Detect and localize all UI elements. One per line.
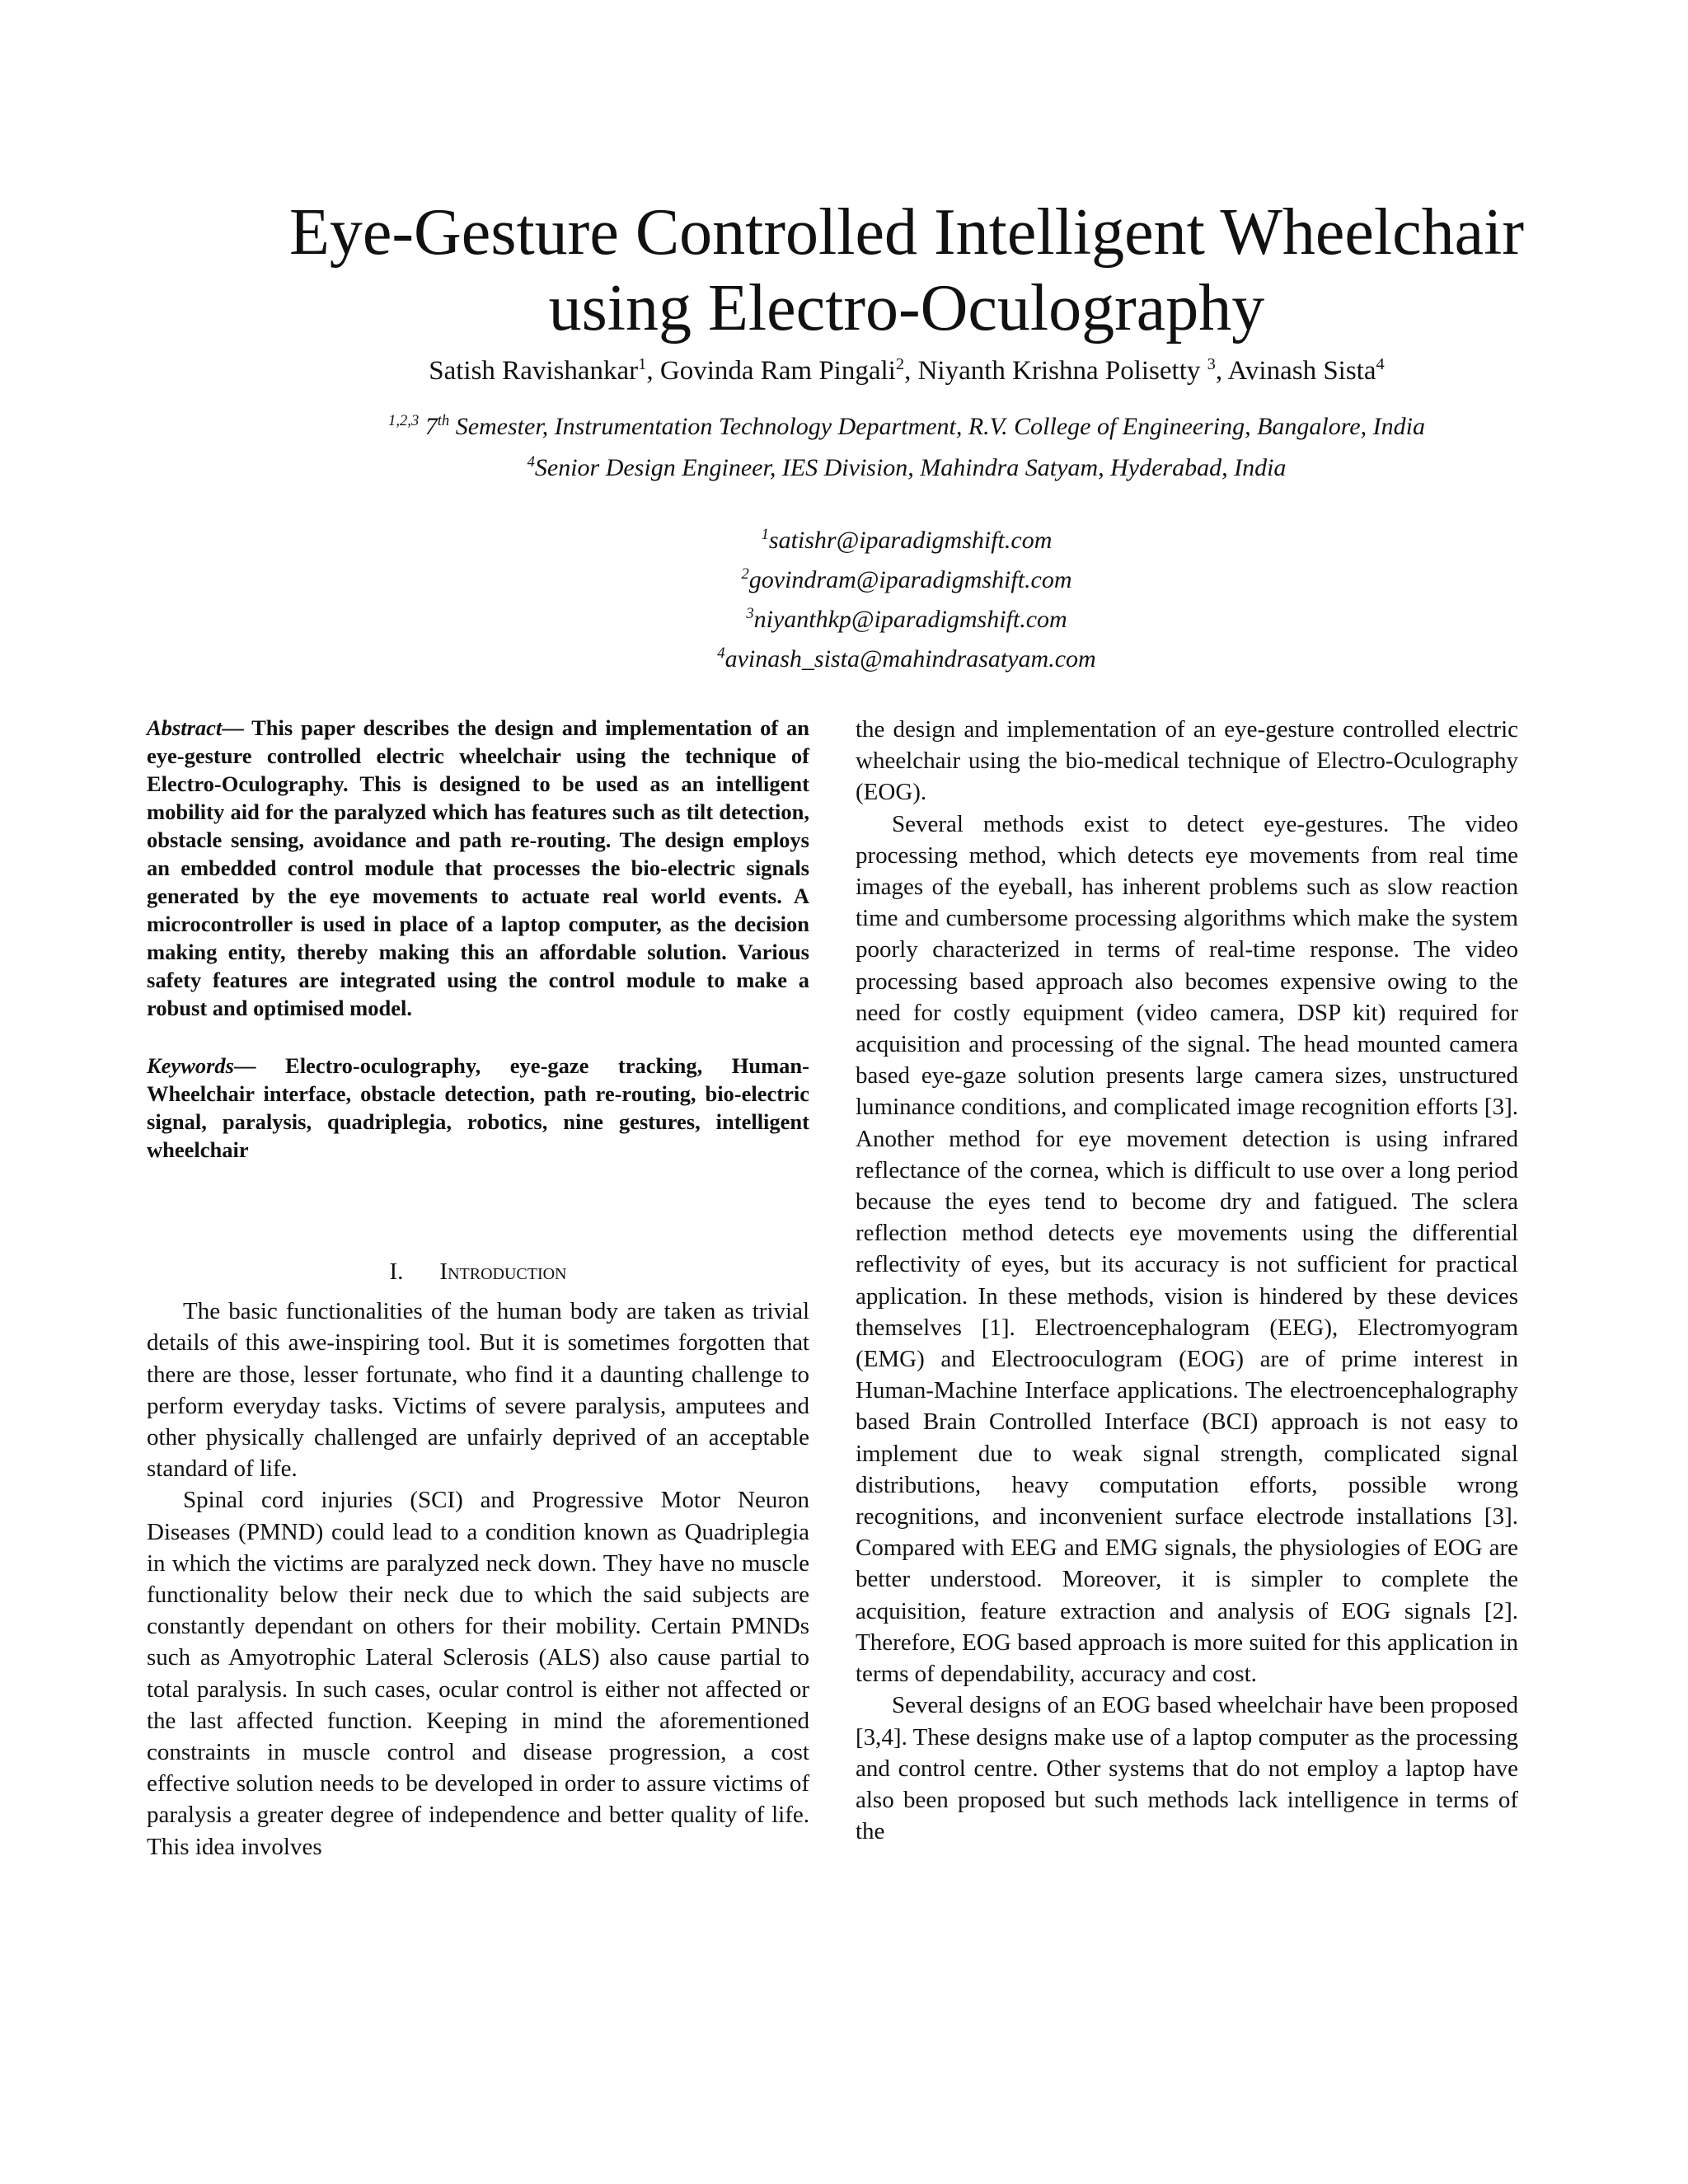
affiliation-text: Semester, Instrumentation Technology Department, R.V. College of Engineering, Bangalore, India [455,413,1425,440]
section-heading [147,1256,809,1287]
affiliation-sup: 1,2,3 [388,412,420,429]
affiliation-sup: 4 [527,453,535,471]
email-item [206,640,1607,679]
title-line-1: Eye-Gesture Controlled Intelligent Wheelchair [289,196,1524,269]
author-sup: 4 [1376,355,1385,373]
email-sup: 4 [717,644,725,662]
email-item [206,521,1607,560]
section-number: I. [389,1258,404,1285]
author-list: Satish Ravishankar$^1$, Govinda Ram Pingali$^2$, Niyanth Krishna Polisetty $^3$, Avinash Sista$^4$ [429,355,1385,386]
affiliation-ordinal: th [437,412,450,429]
email-list [206,521,1607,679]
author-name: Govinda Ram Pingali [659,356,896,386]
affiliation [206,452,1607,485]
email-address: satishr@iparadigmshift.com [768,527,1053,554]
body-paragraph: Spinal cord injuries (SCI) and Progressive Motor Neuron Diseases (PMND) could lead to a condition known as Quadriplegia in which the victims are paralyzed neck down. They have no muscle functionality below their neck due to which the said subjects are constantly dependant on others for their mobility. Certain PMNDs such as Amyotrophic Lateral Sclerosis (ALS) also cause partial to total paralysis. In such cases, ocular control is either not affected or the last affected function. Keeping in mind the aforementioned constraints in muscle control and disease progression, a cost effective solution needs to be developed in order to assure victims of paralysis a greater degree of independence and better quality of life. This idea involves [147,1487,809,1860]
email-sup: 1 [761,526,769,543]
body-paragraph: Several designs of an EOG based wheelchair have been proposed [3,4]. These designs make use of a laptop computer as the processing and control centre. Other systems that do not employ a laptop have also been proposed but such methods lack intelligence in terms of the [856,1692,1518,1845]
email-item [206,560,1607,600]
body-paragraph: Several methods exist to detect eye-gestures. The video processing method, which detects eye movements from real time images of the eyeball, has inherent problems such as slow reaction time and cumbersome processing algorithms which make the system poorly characterized in terms of real-time response. The video processing based approach also becomes expensive owing to the need for costly equipment (video camera, DSP kit) required for acquisition and processing of the signal. The head mounted camera based eye-gaze solution presents large camera sizes, unstructured luminance conditions, and complicated image recognition efforts [3]. Another method for eye movement detection is using infrared reflectance of the cornea, which is difficult to use over a long period because the eyes tend to become dry and fatigued. The sclera reflection method detects eye movements using the differential reflectivity of eyes, but its accuracy is not sufficient for practical application. In these methods, vision is hindered by these devices themselves [1]. Electroencephalogram (EEG), Electromyogram (EMG) and Electrooculogram (EOG) are of prime interest in Human-Machine Interface applications. The electroencephalography based Brain Controlled Interface (BCI) approach is not easy to implement due to weak signal strength, complicated signal distributions, heavy computation efforts, possible wrong recognitions, and inconvenient surface electrode installations [3]. Compared with EEG and EMG signals, the physiologies of EOG are better understood. Moreover, it is simpler to complete the acquisition, feature extraction and analysis of EOG signals [2]. Therefore, EOG based approach is more suited for this application in terms of dependability, accuracy and cost. [856,810,1518,1688]
abstract-text: This paper describes the design and implementation of an eye-gesture controlled electric wheelchair using the technique of Electro-Oculography. This is designed to be used as an intelligent mobility aid for the paralyzed which has features such as tilt detection, obstacle sensing, avoidance and path re-routing. The design employs an embedded control module that processes the bio-electric signals generated by the eye movements to actuate real world events. A microcontroller is used in place of a laptop computer, as the decision making entity, thereby making this an affordable solution. Various safety features are integrated using the control module to make a robust and optimised model. [147,715,809,1020]
abstract [147,714,809,1022]
title-line-2: using Electro-Oculography [548,272,1265,344]
email-address: avinash_sista@mahindrasatyam.com [724,645,1096,673]
keywords-text: Electro-oculography, eye-gaze tracking, Human-Wheelchair interface, obstacle detection, path re-routing, bio-electric signal, paralysis, quadriplegia, robotics, nine gestures, intelligent wheelchair [147,1053,809,1162]
author-sup: 1 [638,355,647,373]
affiliation-text: Senior Design Engineer, IES Division, Mahindra Satyam, Hyderabad, India [534,454,1287,481]
keywords-label: Keywords [147,1053,234,1078]
right-column [856,714,1518,1847]
author-name: Satish Ravishankar [429,356,639,386]
paper-title [206,194,1607,346]
affiliation-semester: 7 [424,413,438,440]
email-address: govindram@iparadigmshift.com [748,566,1072,593]
affiliation [206,410,1607,443]
body-paragraph: The basic functionalities of the human body are taken as trivial details of this awe-inspiring tool. But it is sometimes forgotten that there are those, lesser fortunate, who find it a daunting challenge to perform everyday tasks. Victims of severe paralysis, amputees and other physically challenged are unfairly deprived of an acceptable standard of life. [147,1298,809,1483]
author-name: Niyanth Krishna Polisetty [917,356,1201,386]
left-column [147,714,809,1863]
email-address: niyanthkp@iparadigmshift.com [753,606,1067,633]
keywords-dash: — [234,1053,286,1078]
keywords [147,1052,809,1164]
author-sup: 2 [895,355,905,373]
email-sup: 2 [741,565,749,583]
abstract-label: Abstract [147,715,223,740]
section-title: Introduction [439,1258,567,1285]
author-sup: 3 [1207,355,1216,373]
email-sup: 3 [746,605,754,622]
author-name: Avinash Sista [1227,356,1376,386]
email-item [206,600,1607,640]
body-paragraph-continuation: the design and implementation of an eye-gesture controlled electric wheelchair using the bio-medical technique of Electro-Oculography (EOG). [856,716,1518,806]
abstract-dash: — [222,715,252,740]
